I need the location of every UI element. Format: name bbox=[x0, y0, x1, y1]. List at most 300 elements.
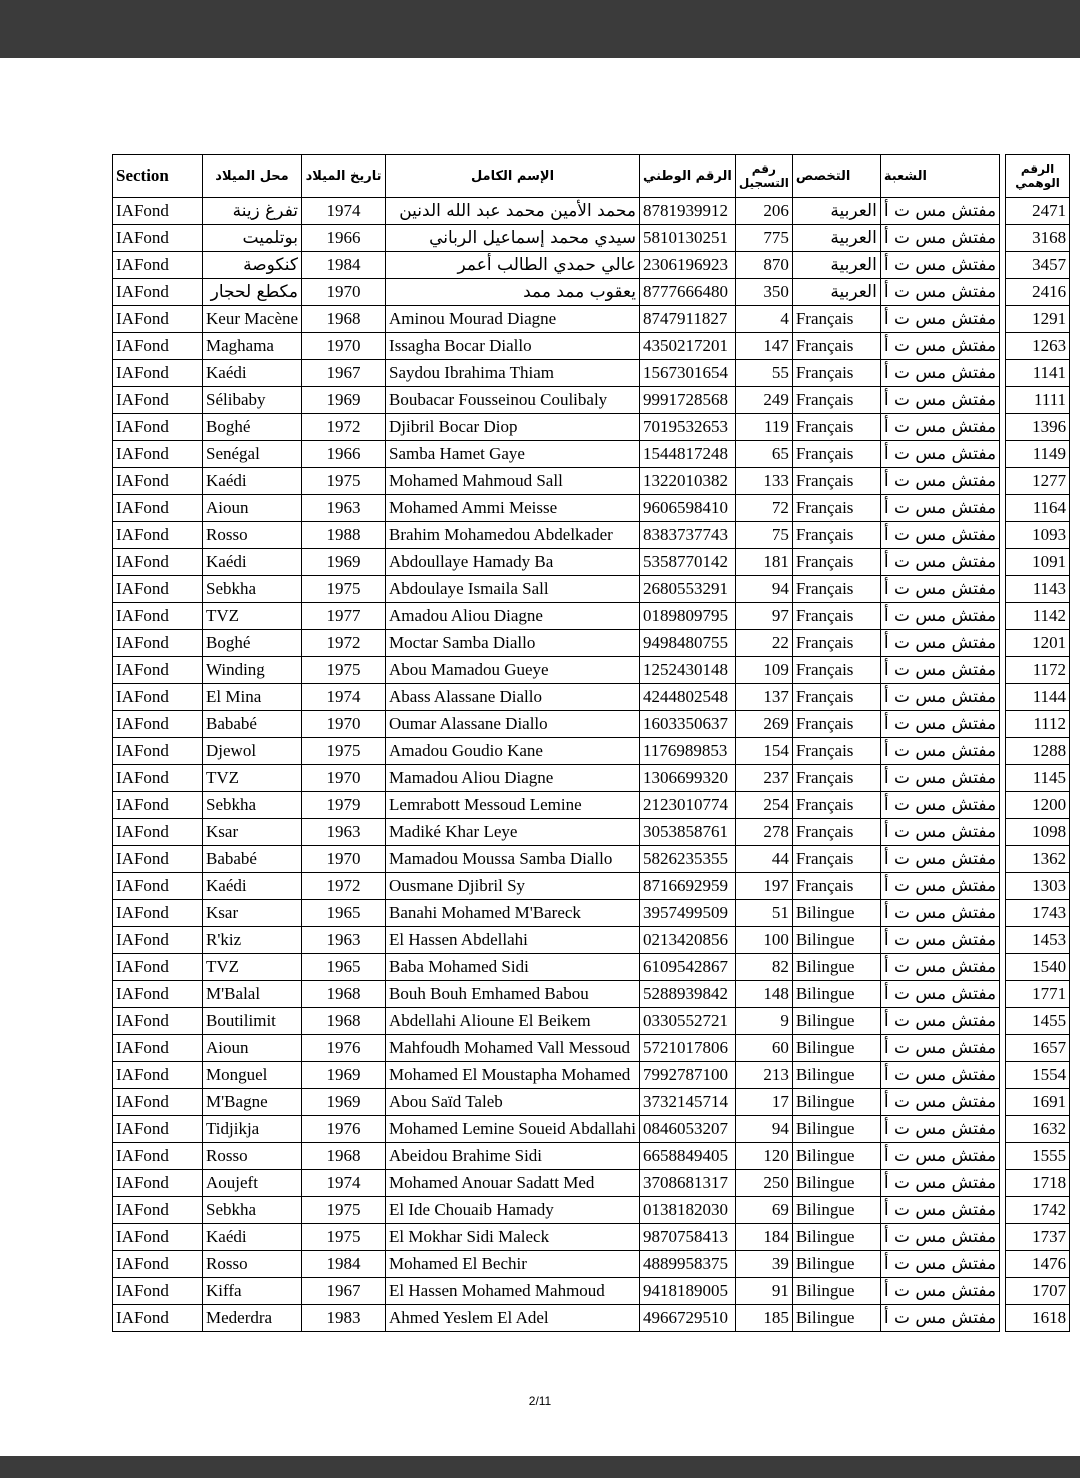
cell-virtual-id: 1362 bbox=[1006, 846, 1070, 873]
cell-branch: مفتش مس ت أ bbox=[880, 711, 999, 738]
cell-birth-place: كنكوصة bbox=[203, 252, 302, 279]
cell-full-name: Mohamed Mahmoud Sall bbox=[386, 468, 640, 495]
cell-specialty: Français bbox=[792, 846, 880, 873]
cell-birth-date: 1965 bbox=[302, 954, 386, 981]
cell-birth-date: 1968 bbox=[302, 1143, 386, 1170]
cell-section: IAFond bbox=[113, 1116, 203, 1143]
cell-virtual-id: 1554 bbox=[1006, 1062, 1070, 1089]
cell-virtual-id: 1143 bbox=[1006, 576, 1070, 603]
cell-virtual-id: 1112 bbox=[1006, 711, 1070, 738]
cell-specialty: Bilingue bbox=[792, 1251, 880, 1278]
cell-registration-no: 870 bbox=[735, 252, 792, 279]
cell-virtual-id: 1540 bbox=[1006, 954, 1070, 981]
cell-branch: مفتش مس ت أ bbox=[880, 1224, 999, 1251]
table-row bbox=[113, 1062, 1070, 1089]
cell-section: IAFond bbox=[113, 657, 203, 684]
cell-specialty: Français bbox=[792, 603, 880, 630]
cell-full-name: Ahmed Yeslem El Adel bbox=[386, 1305, 640, 1332]
cell-registration-no: 94 bbox=[735, 1116, 792, 1143]
cell-national-id: 3732145714 bbox=[639, 1089, 735, 1116]
cell-birth-place: Ksar bbox=[203, 819, 302, 846]
cell-registration-no: 69 bbox=[735, 1197, 792, 1224]
cell-specialty: Français bbox=[792, 306, 880, 333]
cell-birth-date: 1968 bbox=[302, 306, 386, 333]
cell-birth-place: Aioun bbox=[203, 1035, 302, 1062]
cell-national-id: 0189809795 bbox=[639, 603, 735, 630]
cell-full-name: Madiké Khar Leye bbox=[386, 819, 640, 846]
cell-section: IAFond bbox=[113, 549, 203, 576]
table-row bbox=[113, 252, 1070, 279]
cell-branch: مفتش مس ت أ bbox=[880, 873, 999, 900]
cell-section: IAFond bbox=[113, 1278, 203, 1305]
cell-full-name: Mohamed Ammi Meisse bbox=[386, 495, 640, 522]
cell-specialty: Bilingue bbox=[792, 900, 880, 927]
cell-specialty: Bilingue bbox=[792, 981, 880, 1008]
cell-birth-date: 1975 bbox=[302, 576, 386, 603]
cell-registration-no: 213 bbox=[735, 1062, 792, 1089]
cell-virtual-id: 1093 bbox=[1006, 522, 1070, 549]
cell-virtual-id: 2471 bbox=[1006, 198, 1070, 225]
cell-national-id: 9991728568 bbox=[639, 387, 735, 414]
cell-national-id: 1306699320 bbox=[639, 765, 735, 792]
cell-section: IAFond bbox=[113, 1143, 203, 1170]
table-row bbox=[113, 603, 1070, 630]
cell-section: IAFond bbox=[113, 900, 203, 927]
cell-registration-no: 181 bbox=[735, 549, 792, 576]
cell-birth-place: Winding bbox=[203, 657, 302, 684]
cell-full-name: Brahim Mohamedou Abdelkader bbox=[386, 522, 640, 549]
cell-virtual-id: 1164 bbox=[1006, 495, 1070, 522]
cell-national-id: 2123010774 bbox=[639, 792, 735, 819]
cell-registration-no: 72 bbox=[735, 495, 792, 522]
table-header-row bbox=[113, 155, 1070, 198]
cell-specialty: Bilingue bbox=[792, 1035, 880, 1062]
cell-virtual-id: 1718 bbox=[1006, 1170, 1070, 1197]
cell-branch: مفتش مس ت أ bbox=[880, 1278, 999, 1305]
cell-branch: مفتش مس ت أ bbox=[880, 1170, 999, 1197]
cell-birth-date: 1963 bbox=[302, 819, 386, 846]
cell-birth-place: Boghé bbox=[203, 414, 302, 441]
cell-birth-place: Rosso bbox=[203, 522, 302, 549]
cell-birth-date: 1972 bbox=[302, 630, 386, 657]
cell-specialty: Français bbox=[792, 711, 880, 738]
cell-full-name: Abdoullaye Hamady Ba bbox=[386, 549, 640, 576]
cell-full-name: Amadou Goudio Kane bbox=[386, 738, 640, 765]
cell-birth-date: 1975 bbox=[302, 657, 386, 684]
table-body bbox=[113, 198, 1070, 1332]
cell-virtual-id: 1145 bbox=[1006, 765, 1070, 792]
cell-national-id: 1176989853 bbox=[639, 738, 735, 765]
table-row bbox=[113, 549, 1070, 576]
cell-birth-place: مكطع لحجار bbox=[203, 279, 302, 306]
cell-virtual-id: 1091 bbox=[1006, 549, 1070, 576]
cell-full-name: Mahfoudh Mohamed Vall Messoud bbox=[386, 1035, 640, 1062]
cell-national-id: 1544817248 bbox=[639, 441, 735, 468]
cell-national-id: 3957499509 bbox=[639, 900, 735, 927]
table-row bbox=[113, 1197, 1070, 1224]
cell-registration-no: 109 bbox=[735, 657, 792, 684]
header-national-id: الرقم الوطني bbox=[639, 155, 735, 198]
table-row bbox=[113, 846, 1070, 873]
cell-registration-no: 100 bbox=[735, 927, 792, 954]
cell-virtual-id: 1737 bbox=[1006, 1224, 1070, 1251]
cell-section: IAFond bbox=[113, 630, 203, 657]
cell-specialty: Français bbox=[792, 549, 880, 576]
cell-full-name: Samba Hamet Gaye bbox=[386, 441, 640, 468]
cell-national-id: 4244802548 bbox=[639, 684, 735, 711]
cell-branch: مفتش مس ت أ bbox=[880, 765, 999, 792]
cell-branch: مفتش مس ت أ bbox=[880, 576, 999, 603]
cell-branch: مفتش مس ت أ bbox=[880, 1035, 999, 1062]
cell-virtual-id: 1455 bbox=[1006, 1008, 1070, 1035]
cell-virtual-id: 1288 bbox=[1006, 738, 1070, 765]
cell-virtual-id: 1200 bbox=[1006, 792, 1070, 819]
cell-registration-no: 148 bbox=[735, 981, 792, 1008]
cell-specialty: Français bbox=[792, 522, 880, 549]
cell-full-name: يعقوب ممد ممد bbox=[386, 279, 640, 306]
table-row bbox=[113, 1035, 1070, 1062]
cell-virtual-id: 1742 bbox=[1006, 1197, 1070, 1224]
viewer-bottom-bar bbox=[0, 1456, 1080, 1478]
cell-full-name: Abou Saïd Taleb bbox=[386, 1089, 640, 1116]
cell-virtual-id: 3457 bbox=[1006, 252, 1070, 279]
cell-birth-place: Boutilimit bbox=[203, 1008, 302, 1035]
cell-full-name: Abdoulaye Ismaila Sall bbox=[386, 576, 640, 603]
table-row bbox=[113, 576, 1070, 603]
cell-full-name: Abass Alassane Diallo bbox=[386, 684, 640, 711]
cell-birth-place: Kaédi bbox=[203, 1224, 302, 1251]
cell-birth-date: 1976 bbox=[302, 1035, 386, 1062]
cell-specialty: Bilingue bbox=[792, 1143, 880, 1170]
cell-birth-date: 1984 bbox=[302, 252, 386, 279]
cell-registration-no: 65 bbox=[735, 441, 792, 468]
cell-full-name: Boubacar Fousseinou Coulibaly bbox=[386, 387, 640, 414]
table-row bbox=[113, 360, 1070, 387]
table-row bbox=[113, 1278, 1070, 1305]
cell-section: IAFond bbox=[113, 333, 203, 360]
cell-registration-no: 119 bbox=[735, 414, 792, 441]
cell-specialty: Bilingue bbox=[792, 1197, 880, 1224]
cell-registration-no: 254 bbox=[735, 792, 792, 819]
cell-specialty: Français bbox=[792, 657, 880, 684]
cell-specialty: Français bbox=[792, 360, 880, 387]
cell-birth-date: 1966 bbox=[302, 225, 386, 252]
cell-branch: مفتش مس ت أ bbox=[880, 279, 999, 306]
cell-birth-place: M'Bagne bbox=[203, 1089, 302, 1116]
cell-branch: مفتش مس ت أ bbox=[880, 846, 999, 873]
cell-registration-no: 137 bbox=[735, 684, 792, 711]
cell-branch: مفتش مس ت أ bbox=[880, 1305, 999, 1332]
cell-registration-no: 249 bbox=[735, 387, 792, 414]
cell-registration-no: 278 bbox=[735, 819, 792, 846]
page-number: 2/11 bbox=[528, 1394, 552, 1408]
cell-birth-place: Kaédi bbox=[203, 468, 302, 495]
cell-national-id: 5826235355 bbox=[639, 846, 735, 873]
cell-branch: مفتش مس ت أ bbox=[880, 819, 999, 846]
cell-branch: مفتش مس ت أ bbox=[880, 792, 999, 819]
cell-full-name: Moctar Samba Diallo bbox=[386, 630, 640, 657]
cell-section: IAFond bbox=[113, 468, 203, 495]
cell-branch: مفتش مس ت أ bbox=[880, 225, 999, 252]
cell-national-id: 8781939912 bbox=[639, 198, 735, 225]
cell-virtual-id: 1149 bbox=[1006, 441, 1070, 468]
cell-section: IAFond bbox=[113, 711, 203, 738]
table-row bbox=[113, 630, 1070, 657]
cell-birth-date: 1979 bbox=[302, 792, 386, 819]
cell-birth-place: Sebkha bbox=[203, 792, 302, 819]
cell-section: IAFond bbox=[113, 684, 203, 711]
table-row bbox=[113, 981, 1070, 1008]
cell-birth-date: 1988 bbox=[302, 522, 386, 549]
cell-branch: مفتش مس ت أ bbox=[880, 657, 999, 684]
cell-national-id: 1322010382 bbox=[639, 468, 735, 495]
cell-birth-date: 1969 bbox=[302, 387, 386, 414]
cell-specialty: Français bbox=[792, 765, 880, 792]
cell-section: IAFond bbox=[113, 927, 203, 954]
header-branch: الشعبة bbox=[880, 155, 999, 198]
cell-specialty: Français bbox=[792, 873, 880, 900]
cell-birth-date: 1972 bbox=[302, 414, 386, 441]
table-row bbox=[113, 819, 1070, 846]
cell-registration-no: 269 bbox=[735, 711, 792, 738]
cell-birth-date: 1975 bbox=[302, 468, 386, 495]
cell-national-id: 8747911827 bbox=[639, 306, 735, 333]
cell-national-id: 0138182030 bbox=[639, 1197, 735, 1224]
cell-birth-place: TVZ bbox=[203, 765, 302, 792]
cell-full-name: El Mokhar Sidi Maleck bbox=[386, 1224, 640, 1251]
table-row bbox=[113, 522, 1070, 549]
cell-branch: مفتش مس ت أ bbox=[880, 684, 999, 711]
cell-section: IAFond bbox=[113, 441, 203, 468]
cell-birth-place: بوتلميت bbox=[203, 225, 302, 252]
cell-birth-date: 1970 bbox=[302, 279, 386, 306]
cell-national-id: 8716692959 bbox=[639, 873, 735, 900]
cell-registration-no: 44 bbox=[735, 846, 792, 873]
cell-branch: مفتش مس ت أ bbox=[880, 198, 999, 225]
cell-section: IAFond bbox=[113, 981, 203, 1008]
cell-section: IAFond bbox=[113, 252, 203, 279]
cell-national-id: 4350217201 bbox=[639, 333, 735, 360]
cell-branch: مفتش مس ت أ bbox=[880, 468, 999, 495]
cell-virtual-id: 2416 bbox=[1006, 279, 1070, 306]
cell-registration-no: 91 bbox=[735, 1278, 792, 1305]
cell-virtual-id: 1303 bbox=[1006, 873, 1070, 900]
cell-full-name: Mamadou Moussa Samba Diallo bbox=[386, 846, 640, 873]
table-row bbox=[113, 495, 1070, 522]
cell-national-id: 2306196923 bbox=[639, 252, 735, 279]
cell-full-name: Lemrabott Messoud Lemine bbox=[386, 792, 640, 819]
cell-branch: مفتش مس ت أ bbox=[880, 333, 999, 360]
cell-virtual-id: 1632 bbox=[1006, 1116, 1070, 1143]
cell-full-name: Abdellahi Alioune El Beikem bbox=[386, 1008, 640, 1035]
cell-branch: مفتش مس ت أ bbox=[880, 522, 999, 549]
cell-birth-date: 1969 bbox=[302, 549, 386, 576]
cell-birth-date: 1977 bbox=[302, 603, 386, 630]
cell-specialty: Français bbox=[792, 792, 880, 819]
cell-birth-date: 1969 bbox=[302, 1089, 386, 1116]
cell-birth-place: Sebkha bbox=[203, 1197, 302, 1224]
cell-birth-place: Rosso bbox=[203, 1251, 302, 1278]
cell-branch: مفتش مس ت أ bbox=[880, 387, 999, 414]
cell-birth-place: Ksar bbox=[203, 900, 302, 927]
cell-full-name: El Hassen Abdellahi bbox=[386, 927, 640, 954]
cell-section: IAFond bbox=[113, 306, 203, 333]
table-row bbox=[113, 225, 1070, 252]
cell-birth-place: Kaédi bbox=[203, 360, 302, 387]
cell-specialty: Français bbox=[792, 630, 880, 657]
cell-section: IAFond bbox=[113, 846, 203, 873]
cell-birth-place: Boghé bbox=[203, 630, 302, 657]
cell-registration-no: 55 bbox=[735, 360, 792, 387]
cell-full-name: Djibril Bocar Diop bbox=[386, 414, 640, 441]
cell-specialty: العربية bbox=[792, 279, 880, 306]
cell-registration-no: 350 bbox=[735, 279, 792, 306]
cell-virtual-id: 1691 bbox=[1006, 1089, 1070, 1116]
cell-specialty: Bilingue bbox=[792, 954, 880, 981]
cell-virtual-id: 1201 bbox=[1006, 630, 1070, 657]
cell-specialty: Bilingue bbox=[792, 1278, 880, 1305]
cell-birth-date: 1974 bbox=[302, 198, 386, 225]
table-row bbox=[113, 1089, 1070, 1116]
cell-birth-place: Djewol bbox=[203, 738, 302, 765]
table-row bbox=[113, 738, 1070, 765]
cell-birth-date: 1963 bbox=[302, 927, 386, 954]
cell-birth-place: TVZ bbox=[203, 603, 302, 630]
cell-registration-no: 197 bbox=[735, 873, 792, 900]
cell-birth-date: 1967 bbox=[302, 1278, 386, 1305]
cell-section: IAFond bbox=[113, 954, 203, 981]
cell-registration-no: 51 bbox=[735, 900, 792, 927]
cell-birth-date: 1976 bbox=[302, 1116, 386, 1143]
cell-virtual-id: 1618 bbox=[1006, 1305, 1070, 1332]
cell-full-name: محمد الأمين محمد عبد الله الدنين bbox=[386, 198, 640, 225]
cell-birth-place: Monguel bbox=[203, 1062, 302, 1089]
cell-virtual-id: 1657 bbox=[1006, 1035, 1070, 1062]
cell-birth-date: 1968 bbox=[302, 1008, 386, 1035]
table-row bbox=[113, 1305, 1070, 1332]
cell-birth-date: 1963 bbox=[302, 495, 386, 522]
cell-section: IAFond bbox=[113, 1062, 203, 1089]
cell-virtual-id: 1111 bbox=[1006, 387, 1070, 414]
header-full-name: الإسم الكامل bbox=[386, 155, 640, 198]
table-row bbox=[113, 387, 1070, 414]
cell-specialty: Bilingue bbox=[792, 1224, 880, 1251]
cell-birth-place: El Mina bbox=[203, 684, 302, 711]
table-row bbox=[113, 1170, 1070, 1197]
cell-specialty: Français bbox=[792, 495, 880, 522]
cell-branch: مفتش مس ت أ bbox=[880, 549, 999, 576]
cell-specialty: Français bbox=[792, 468, 880, 495]
cell-branch: مفتش مس ت أ bbox=[880, 981, 999, 1008]
table-row bbox=[113, 873, 1070, 900]
cell-full-name: Abeidou Brahime Sidi bbox=[386, 1143, 640, 1170]
cell-birth-place: Aoujeft bbox=[203, 1170, 302, 1197]
cell-full-name: Mohamed El Moustapha Mohamed bbox=[386, 1062, 640, 1089]
cell-birth-place: Maghama bbox=[203, 333, 302, 360]
cell-specialty: Bilingue bbox=[792, 1170, 880, 1197]
table-row bbox=[113, 900, 1070, 927]
cell-birth-place: TVZ bbox=[203, 954, 302, 981]
cell-registration-no: 75 bbox=[735, 522, 792, 549]
cell-branch: مفتش مس ت أ bbox=[880, 630, 999, 657]
cell-branch: مفتش مس ت أ bbox=[880, 306, 999, 333]
cell-registration-no: 775 bbox=[735, 225, 792, 252]
cell-full-name: Oumar Alassane Diallo bbox=[386, 711, 640, 738]
cell-full-name: Aminou Mourad Diagne bbox=[386, 306, 640, 333]
cell-national-id: 5288939842 bbox=[639, 981, 735, 1008]
cell-registration-no: 94 bbox=[735, 576, 792, 603]
cell-national-id: 3053858761 bbox=[639, 819, 735, 846]
cell-birth-date: 1970 bbox=[302, 711, 386, 738]
cell-registration-no: 97 bbox=[735, 603, 792, 630]
cell-virtual-id: 3168 bbox=[1006, 225, 1070, 252]
cell-specialty: Bilingue bbox=[792, 927, 880, 954]
cell-section: IAFond bbox=[113, 1170, 203, 1197]
cell-national-id: 9418189005 bbox=[639, 1278, 735, 1305]
cell-full-name: Amadou Aliou Diagne bbox=[386, 603, 640, 630]
table-row bbox=[113, 927, 1070, 954]
cell-registration-no: 250 bbox=[735, 1170, 792, 1197]
cell-birth-date: 1983 bbox=[302, 1305, 386, 1332]
table-row bbox=[113, 441, 1070, 468]
cell-section: IAFond bbox=[113, 1197, 203, 1224]
cell-branch: مفتش مس ت أ bbox=[880, 927, 999, 954]
cell-section: IAFond bbox=[113, 1008, 203, 1035]
cell-branch: مفتش مس ت أ bbox=[880, 1008, 999, 1035]
header-registration-no: رقم التسجيل bbox=[735, 155, 792, 198]
cell-specialty: Français bbox=[792, 441, 880, 468]
cell-birth-place: Tidjikja bbox=[203, 1116, 302, 1143]
cell-full-name: Mohamed El Bechir bbox=[386, 1251, 640, 1278]
cell-virtual-id: 1707 bbox=[1006, 1278, 1070, 1305]
cell-branch: مفتش مس ت أ bbox=[880, 495, 999, 522]
cell-birth-place: Bababé bbox=[203, 711, 302, 738]
cell-registration-no: 184 bbox=[735, 1224, 792, 1251]
cell-birth-place: Mederdra bbox=[203, 1305, 302, 1332]
cell-national-id: 7992787100 bbox=[639, 1062, 735, 1089]
cell-branch: مفتش مس ت أ bbox=[880, 900, 999, 927]
cell-branch: مفتش مس ت أ bbox=[880, 1089, 999, 1116]
cell-birth-date: 1966 bbox=[302, 441, 386, 468]
cell-specialty: Bilingue bbox=[792, 1089, 880, 1116]
cell-birth-date: 1975 bbox=[302, 1197, 386, 1224]
cell-specialty: Français bbox=[792, 819, 880, 846]
cell-birth-date: 1970 bbox=[302, 846, 386, 873]
table-row bbox=[113, 414, 1070, 441]
cell-virtual-id: 1476 bbox=[1006, 1251, 1070, 1278]
cell-birth-place: Senégal bbox=[203, 441, 302, 468]
table-row bbox=[113, 279, 1070, 306]
cell-branch: مفتش مس ت أ bbox=[880, 1116, 999, 1143]
cell-specialty: Français bbox=[792, 333, 880, 360]
cell-registration-no: 120 bbox=[735, 1143, 792, 1170]
cell-national-id: 8777666480 bbox=[639, 279, 735, 306]
table-row bbox=[113, 954, 1070, 981]
table-row bbox=[113, 306, 1070, 333]
cell-national-id: 1603350637 bbox=[639, 711, 735, 738]
table-row bbox=[113, 198, 1070, 225]
cell-national-id: 7019532653 bbox=[639, 414, 735, 441]
header-virtual-id: الرقم الوهمي bbox=[1006, 155, 1070, 198]
cell-full-name: Banahi Mohamed M'Bareck bbox=[386, 900, 640, 927]
cell-national-id: 2680553291 bbox=[639, 576, 735, 603]
cell-virtual-id: 1141 bbox=[1006, 360, 1070, 387]
cell-national-id: 4889958375 bbox=[639, 1251, 735, 1278]
cell-specialty: Bilingue bbox=[792, 1305, 880, 1332]
cell-birth-place: Aioun bbox=[203, 495, 302, 522]
cell-virtual-id: 1291 bbox=[1006, 306, 1070, 333]
cell-birth-date: 1972 bbox=[302, 873, 386, 900]
